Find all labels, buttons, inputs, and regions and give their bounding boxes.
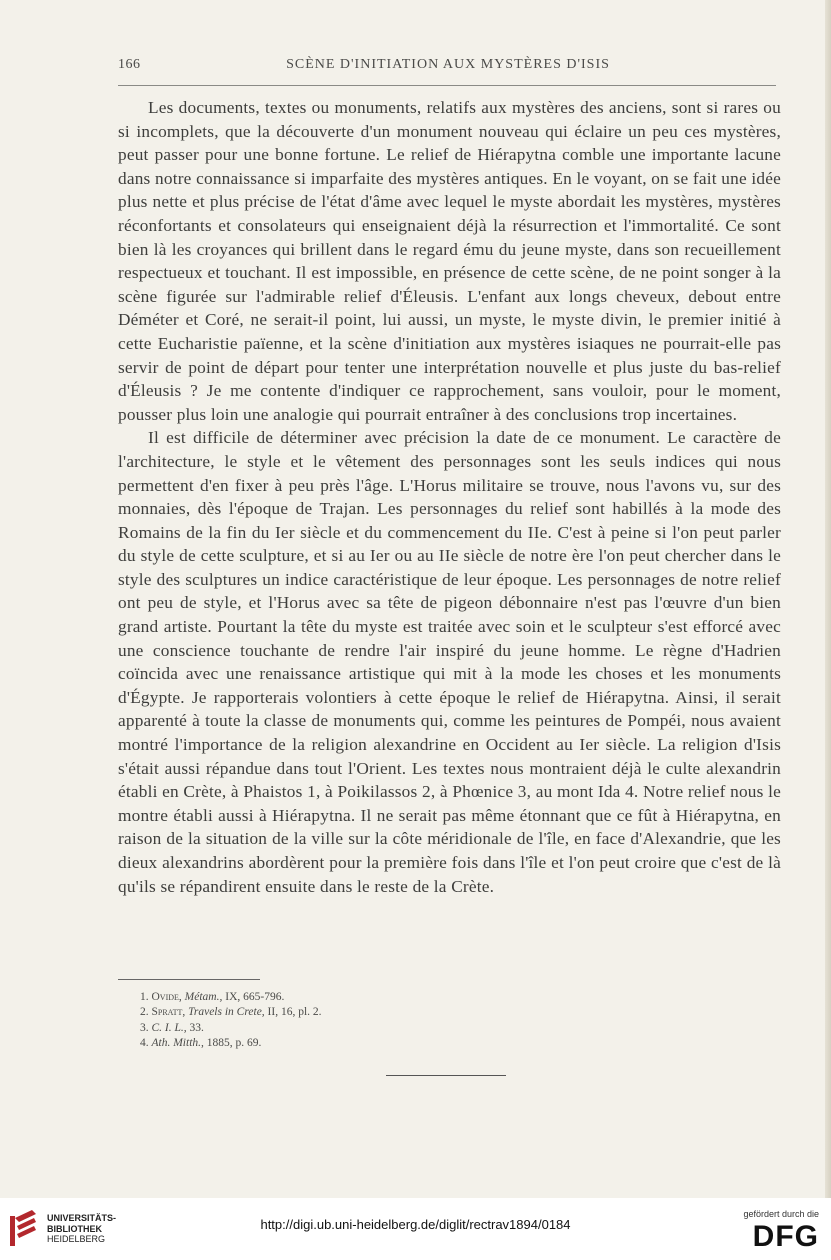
- footnote-ref: 33.: [189, 1021, 204, 1034]
- footnotes: [140, 990, 640, 1051]
- page-number: 166: [118, 57, 141, 72]
- footnote-work: C. I. L.,: [151, 1021, 187, 1034]
- paragraph: Les documents, textes ou monuments, relatifs aux mystères des anciens, sont si rares ou si incomplets, que la découverte d'un monument nouveau qui éclaire un peu ces mystères, peut passer pour une bonne fortune. Le relief de Hiérapytna comble une importante lacune dans notre connaissance si imparfaite des mystères antiques. En le voyant, on se fait une idée plus nette et plus précise de l'état d'âme avec lequel le myste abordait les mystères, mystères réconfortants et consolateurs qui enseignaient déjà la résurrection et l'immortalité. Ce sont bien là les croyances qui brillent dans le regard ému du jeune myste, dans son recueillement respectueux et touchant. Il est impossible, en présence de cette scène, de ne point songer à la scène figurée sur l'admirable relief d'Éleusis. L'enfant aux longs cheveux, debout entre Déméter et Coré, ne serait-il point, lui aussi, un myste, le myste divin, le premier initié à cette Eucharistie païenne, et la scène d'initiation aux mystères isiaques ne pourrait-elle pas servir de point de départ pour tenter une interprétation nouvelle et plus juste du bas-relief d'Éleusis ? Je me contente d'indiquer ce rapprochement, sans vouloir, pour le moment, pousser plus loin une analogie qui pourrait entraîner à des conclusions trop incertaines.: [118, 98, 781, 424]
- dfg-logo: DFG: [752, 1220, 819, 1253]
- footnote-ref: II, 16, pl. 2.: [267, 1006, 322, 1019]
- footnote-author: Ovide,: [151, 991, 182, 1003]
- body-text: [118, 96, 781, 898]
- end-rule: [386, 1075, 506, 1076]
- running-title: SCÈNE D'INITIATION AUX MYSTÈRES D'ISIS: [286, 57, 610, 72]
- footnote-author: Spratt,: [151, 1006, 186, 1019]
- funding-text: gefördert durch die: [743, 1209, 819, 1219]
- footnote: 2. Spratt, Travels in Crete, II, 16, pl. 2.: [140, 1006, 322, 1019]
- university-library-name: UNIVERSITÄTS- BIBLIOTHEK HEIDELBERG: [47, 1213, 117, 1244]
- viewer-footer: [0, 1198, 831, 1260]
- footnote-ref: IX, 665-796.: [225, 991, 285, 1003]
- footnote: 1. Ovide, Métam., IX, 665-796.: [140, 991, 285, 1003]
- footnote-work: Ath. Mitth.,: [151, 1036, 204, 1049]
- footnote-work: Travels in Crete,: [188, 1006, 265, 1019]
- footnote: 4. Ath. Mitth., 1885, p. 69.: [140, 1036, 262, 1049]
- page-edge: [825, 0, 831, 1198]
- running-header: [118, 57, 778, 77]
- footnote: 3. C. I. L., 33.: [140, 1021, 204, 1034]
- header-rule: [118, 85, 776, 86]
- footnote-work: Métam.,: [184, 991, 223, 1003]
- paragraph: Il est difficile de déterminer avec précision la date de ce monument. Le caractère de l'architecture, le style et le vêtement des personnages sont les seuls indices qui nous permettent d'en fixer à peu près l'âge. L'Horus militaire se trouve, nous l'avons vu, sur des monnaies, dès l'époque de Trajan. Les personnages du relief sont habillés à la mode des Romains de la fin du Ier siècle et du commencement du IIe. C'est à peine si l'on peut parler du style de cette sculpture, et si au Ier ou au IIe siècle de notre ère l'on peut chercher dans le style des sculptures un indice caractéristique de leur époque. Les personnages de notre relief ont peu de style, et l'Horus avec sa tête de pigeon débonnaire n'est pas l'œuvre d'un bien grand artiste. Pourtant la tête du myste est traitée avec soin et le sculpteur s'est efforcé avec une conscience touchante de rendre l'air inspiré du jeune homme. Le règne d'Hadrien coïncida avec une renaissance artistique qui mit à la mode les choses et les monuments d'Égypte. Je rapporterais volontiers à cette époque le relief de Hiérapytna. Ainsi, il serait apparenté à toute la classe de monuments qui, comme les peintures de Pompéi, nous avaient montré l'importance de la religion alexandrine en Occident au Ier siècle. La religion d'Isis s'était aussi répandue dans tout l'Orient. Les textes nous montraient déjà le culte alexandrin établi en Crète, à Phaistos 1, à Poikilassos 2, à Phœnice 3, au mont Ida 4. Notre relief nous le montre établi aussi à Hiérapytna. Il ne serait pas même étonnant que ce fût à Hiérapytna, en raison de la situation de la ville sur la côte méridionale de l'île, en face d'Alexandrie, que les dieux alexandrins abordèrent pour la première fois dans l'île et l'on peut croire que c'est de là qu'ils se répandirent ensuite dans le reste de la Crète.: [118, 428, 781, 896]
- footnote-ref: 1885, p. 69.: [206, 1036, 262, 1049]
- permalink-url[interactable]: http://digi.ub.uni-heidelberg.de/diglit/rectrav1894/0184: [260, 1217, 571, 1232]
- footnote-rule: [118, 979, 260, 980]
